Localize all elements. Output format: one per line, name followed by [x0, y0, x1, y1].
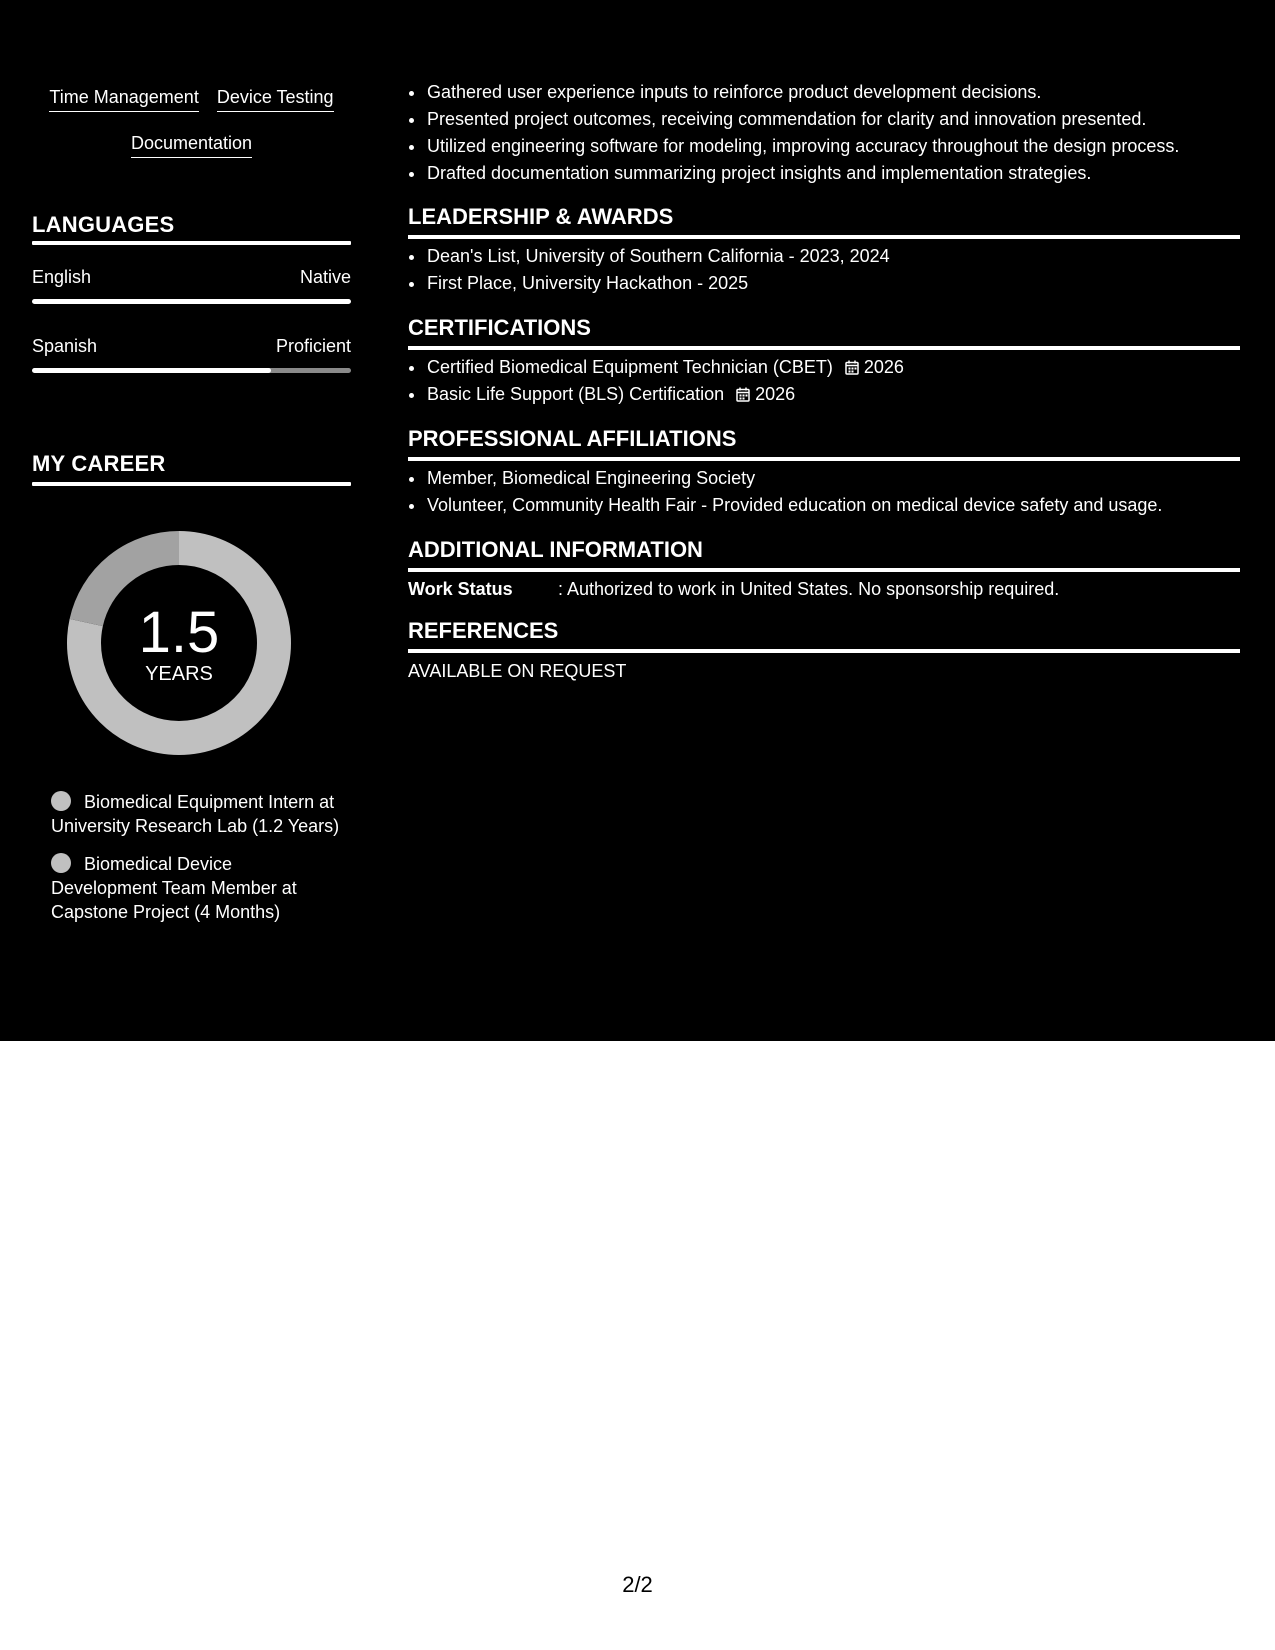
career-title: MY CAREER	[32, 451, 166, 476]
language-name: Spanish	[32, 336, 98, 356]
language-bar-fill	[32, 299, 351, 304]
languages-title: LANGUAGES	[32, 212, 175, 237]
certification-year: 2026	[863, 357, 904, 377]
legend-dot	[51, 791, 71, 811]
leadership-divider	[408, 235, 1240, 239]
legend-dot	[51, 853, 71, 873]
career-legend-item	[51, 852, 341, 924]
career-legend-label: Biomedical Equipment Intern at University Research Lab (1.2 Years)	[51, 792, 340, 836]
leadership-item: • First Place, University Hackathon - 2025	[426, 270, 1240, 297]
additional-info-title: ADDITIONAL INFORMATION	[408, 537, 703, 562]
work-status-label: Work Status	[408, 579, 513, 599]
certification-name: Certified Biomedical Equipment Technician (CBET)	[427, 357, 833, 377]
skills-list	[32, 86, 351, 158]
certifications-title: CERTIFICATIONS	[408, 315, 591, 340]
language-level: Proficient	[275, 336, 351, 356]
career-years-unit: YEARS	[145, 663, 213, 685]
certifications-divider	[408, 346, 1240, 350]
experience-bullets-block	[408, 79, 1240, 187]
calendar-icon	[845, 360, 859, 375]
affiliation-item: • Volunteer, Community Health Fair - Provided education on medical device safety and usage.	[426, 492, 1240, 519]
career-legend-label: Biomedical Device Development Team Member at Capstone Project (4 Months)	[51, 854, 297, 922]
experience-bullet: • Gathered user experience inputs to reinforce product development decisions.	[426, 79, 1240, 106]
calendar-icon	[736, 387, 750, 402]
languages-divider	[32, 241, 351, 245]
references-divider	[408, 649, 1240, 653]
certifications-section	[408, 314, 1240, 408]
page-number: 2/2	[622, 1572, 653, 1597]
references-section	[408, 617, 1240, 682]
affiliations-section	[408, 425, 1240, 519]
career-legend	[51, 790, 341, 938]
career-total-years: 1.5	[138, 600, 220, 665]
leadership-item: • Dean's List, University of Southern California - 2023, 2024	[426, 243, 1240, 270]
certifications-list	[408, 354, 1240, 408]
experience-bullets	[408, 79, 1240, 187]
certification-year: 2026	[755, 384, 796, 404]
language-level: Native	[299, 267, 351, 287]
references-text: AVAILABLE ON REQUEST	[408, 661, 627, 681]
affiliation-item: • Member, Biomedical Engineering Society	[426, 465, 1240, 492]
career-legend-item	[51, 790, 341, 838]
language-row-english	[32, 267, 351, 288]
affiliations-list	[408, 465, 1240, 519]
skill-tag: Documentation	[131, 132, 252, 158]
language-row-spanish	[32, 336, 351, 357]
references-title: REFERENCES	[408, 618, 559, 643]
experience-bullet: • Utilized engineering software for modeling, improving accuracy throughout the design process.	[426, 133, 1240, 160]
career-divider	[32, 482, 351, 486]
skill-tag: Device Testing	[217, 86, 334, 112]
experience-bullet: • Presented project outcomes, receiving commendation for clarity and innovation presented.	[426, 106, 1240, 133]
language-name: English	[32, 267, 92, 287]
work-status-row	[408, 579, 1240, 600]
experience-bullet: • Drafted documentation summarizing project insights and implementation strategies.	[426, 160, 1240, 187]
additional-info-section	[408, 536, 1240, 600]
leadership-section	[408, 203, 1240, 297]
language-bar-english	[32, 299, 351, 304]
skill-tag: Time Management	[49, 86, 198, 112]
work-status-value: : Authorized to work in United States. No sponsorship required.	[558, 579, 1060, 599]
certification-name: Basic Life Support (BLS) Certification	[427, 384, 725, 404]
affiliations-title: PROFESSIONAL AFFILIATIONS	[408, 426, 737, 451]
additional-info-divider	[408, 568, 1240, 572]
leadership-list	[408, 243, 1240, 297]
language-bar-spanish	[32, 368, 351, 373]
language-bar-fill	[32, 368, 271, 373]
leadership-title: LEADERSHIP & AWARDS	[408, 204, 674, 229]
certification-item	[426, 381, 1240, 408]
certification-item	[426, 354, 1240, 381]
affiliations-divider	[408, 457, 1240, 461]
